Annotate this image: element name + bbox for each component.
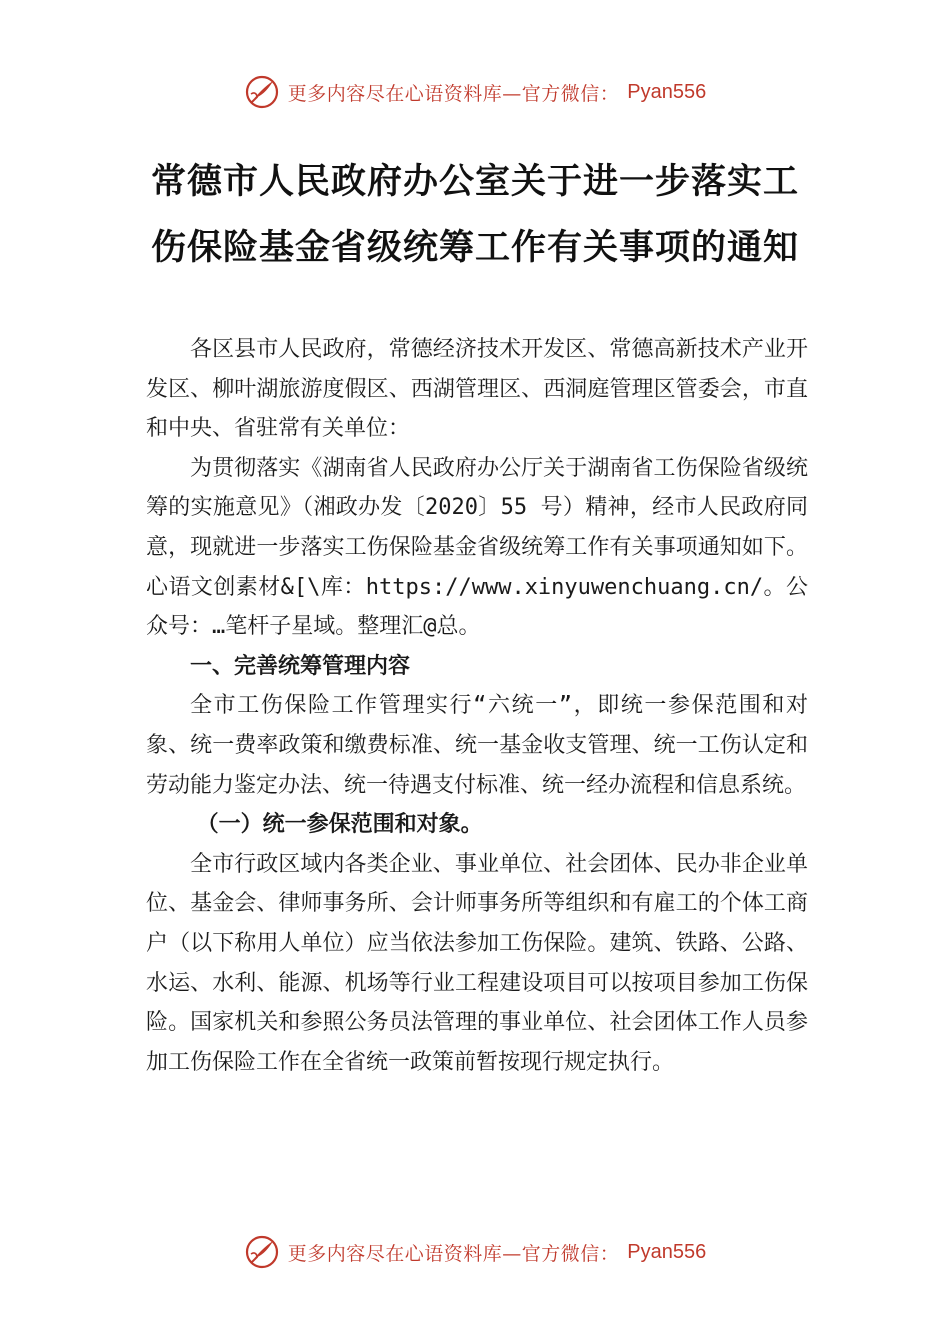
document-title-line-1: 常德市人民政府办公室关于进一步落实工 [150,161,799,202]
document-body [146,330,808,1082]
section-1-paragraph: 全市工伤保险工作管理实行“六统一”，即统一参保范围和对象、统一费率政策和缴费标准、统一基金收支管理、统一工伤认定和劳动能力鉴定办法、统一待遇支付标准、统一经办流程和信息系统。 [146,693,808,798]
subsection-1-heading: （一）统一参保范围和对象。 [196,812,483,838]
section-1-heading: 一、完善统筹管理内容 [190,653,411,679]
watermark-text: 更多内容尽在心语资料库—官方微信： [287,1242,620,1265]
footer-watermark [0,1232,950,1272]
document-title-line-2: 伤保险基金省级统筹工作有关事项的通知 [150,227,799,268]
subsection-1-paragraph: 全市行政区域内各类企业、事业单位、社会团体、民办非企业单位、基金会、律师事务所、会计师事务所等组织和有雇工的个体工商户（以下称用人单位）应当依法参加工伤保险。建筑、铁路、公路、水运、水利、能源、机场等行业工程建设项目可以按项目参加工伤保险。国家机关和参照公务员法管理的事业单位、社会团体工作人员参加工伤保险工作在全省统一政策前暂按现行规定执行。 [146,851,808,1075]
intro-paragraph: 为贯彻落实《湖南省人民政府办公厅关于湖南省工伤保险省级统筹的实施意见》（湘政办发〔2020〕55 号）精神，经市人民政府同意，现就进一步落实工伤保险基金省级统筹工作有关事项通知如下。心语文创素材&[\库：https://www.xinyuwenchuang.cn/。公众号：…笔杆子星域。整理汇@总。 [146,455,808,640]
quill-circle-logo-icon [244,74,280,110]
watermark-wechat-id: Pyan556 [627,80,707,103]
header-watermark [0,72,950,112]
watermark-wechat-id: Pyan556 [627,1240,707,1263]
quill-circle-logo-icon [244,1234,280,1270]
addressee-paragraph: 各区县市人民政府，常德经济技术开发区、常德高新技术产业开发区、柳叶湖旅游度假区、西湖管理区、西洞庭管理区管委会，市直和中央、省驻常有关单位： [146,337,808,442]
watermark-text: 更多内容尽在心语资料库—官方微信： [287,82,620,105]
